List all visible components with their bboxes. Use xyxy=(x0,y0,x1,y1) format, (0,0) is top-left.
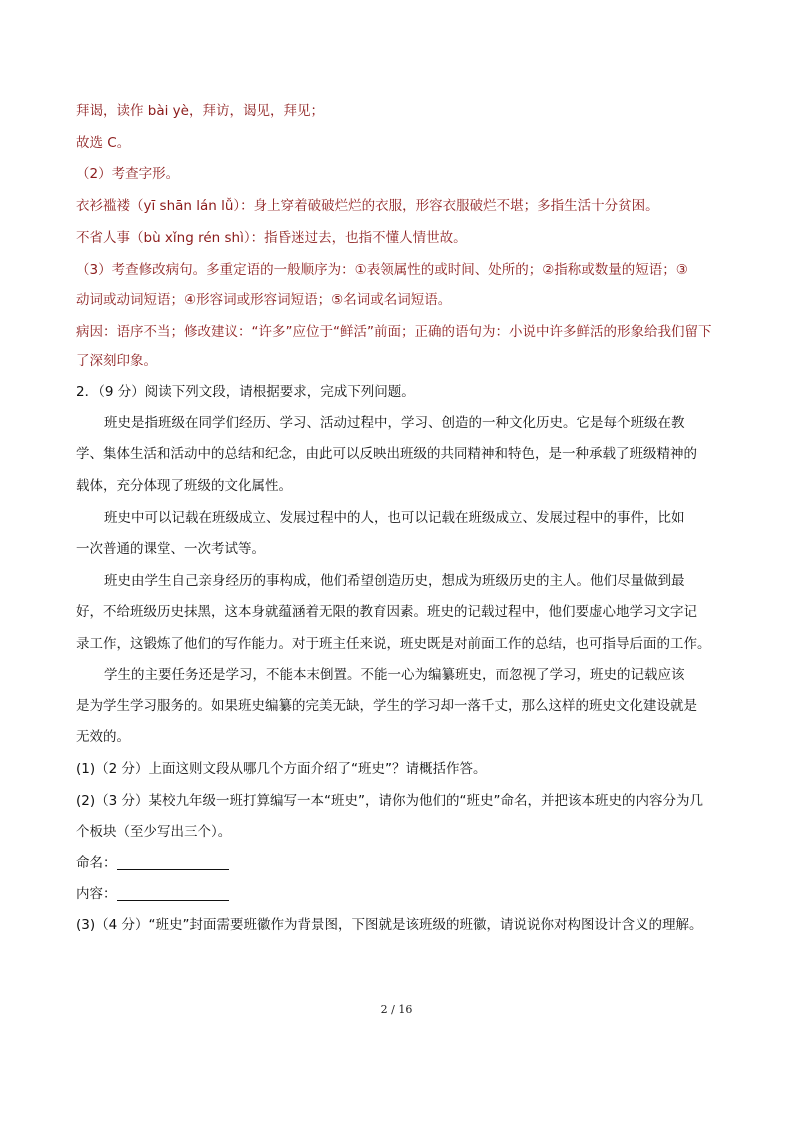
sub-question-3: (3)（4 分）“班史”封面需要班徽作为背景图，下图就是该班级的班徽，请说说你对构图设计含义的理解。 xyxy=(76,917,703,933)
passage-line: 学生的主要任务还是学习，不能本末倒置。不能一心为编纂班史，而忽视了学习，班史的记载应该 xyxy=(104,667,685,683)
answer-line: 动词或动词短语；④形容词或形容词短语；⑤名词或名词短语。 xyxy=(76,292,452,308)
answer-line: （2）考查字形。 xyxy=(76,166,180,182)
passage-line: 是为学生学习服务的。如果班史编纂的完美无缺，学生的学习却一落千丈，那么这样的班史文化建设就是 xyxy=(76,698,697,714)
answer-line: 了深刻印象。 xyxy=(76,353,157,369)
question-title: 2．（9 分）阅读下列文段，请根据要求，完成下列问题。 xyxy=(76,384,415,400)
passage-line: 班史是指班级在同学们经历、学习、活动过程中，学习、创造的一种文化历史。它是每个班级在教 xyxy=(104,415,685,431)
sub-question-2-cont: 个板块（至少写出三个）。 xyxy=(76,824,232,840)
passage-line: 好，不给班级历史抹黑，这本身就蕴涵着无限的教育因素。班史的记载过程中，他们要虚心地学习文字记 xyxy=(76,604,697,620)
passage-line: 无效的。 xyxy=(76,729,130,745)
passage-line: 班史中可以记载在班级成立、发展过程中的人，也可以记载在班级成立、发展过程中的事件，比如 xyxy=(104,510,685,526)
passage-line: 一次普通的课堂、一次考试等。 xyxy=(76,541,265,557)
content-blank[interactable] xyxy=(117,886,229,901)
page-number: 2 / 16 xyxy=(380,1003,413,1016)
name-blank[interactable] xyxy=(117,855,229,870)
name-answer-row xyxy=(76,853,229,873)
answer-line: 不省人事（bù xǐng rén shì）：指昏迷过去，也指不懂人情世故。 xyxy=(76,230,467,246)
answer-line: （3）考查修改病句。多重定语的一般顺序为：①表领属性的或时间、处所的；②指称或数量的短语；③ xyxy=(76,262,688,278)
content-answer-row xyxy=(76,884,229,904)
sub-question-1: (1)（2 分）上面这则文段从哪几个方面介绍了“班史”？请概括作答。 xyxy=(76,761,487,777)
content-label: 内容： xyxy=(76,886,117,902)
answer-line: 故选 C。 xyxy=(76,135,131,151)
answer-line: 衣衫褴褛（yī shān lán lǚ）：身上穿着破破烂烂的衣服，形容衣服破烂不堪；多指生活十分贫困。 xyxy=(76,198,659,214)
answer-line: 病因：语序不当；修改建议：“许多”应位于“鲜活”前面；正确的语句为：小说中许多鲜活的形象给我们留下 xyxy=(76,324,712,340)
passage-line: 学、集体生活和活动中的总结和纪念，由此可以反映出班级的共同精神和特色，是一种承载了班级精神的 xyxy=(76,446,697,462)
sub-question-2: (2)（3 分）某校九年级一班打算编写一本“班史”，请你为他们的“班史”命名，并把该本班史的内容分为几 xyxy=(76,793,703,809)
passage-line: 班史由学生自己亲身经历的事构成，他们希望创造历史，想成为班级历史的主人。他们尽量做到最 xyxy=(104,573,685,589)
name-label: 命名： xyxy=(76,855,117,871)
passage-line: 录工作，这锻炼了他们的写作能力。对于班主任来说，班史既是对前面工作的总结，也可指导后面的工作。 xyxy=(76,636,711,652)
answer-line: 拜谒，读作 bài yè，拜访，谒见，拜见； xyxy=(76,103,324,119)
passage-line: 载体，充分体现了班级的文化属性。 xyxy=(76,478,292,494)
